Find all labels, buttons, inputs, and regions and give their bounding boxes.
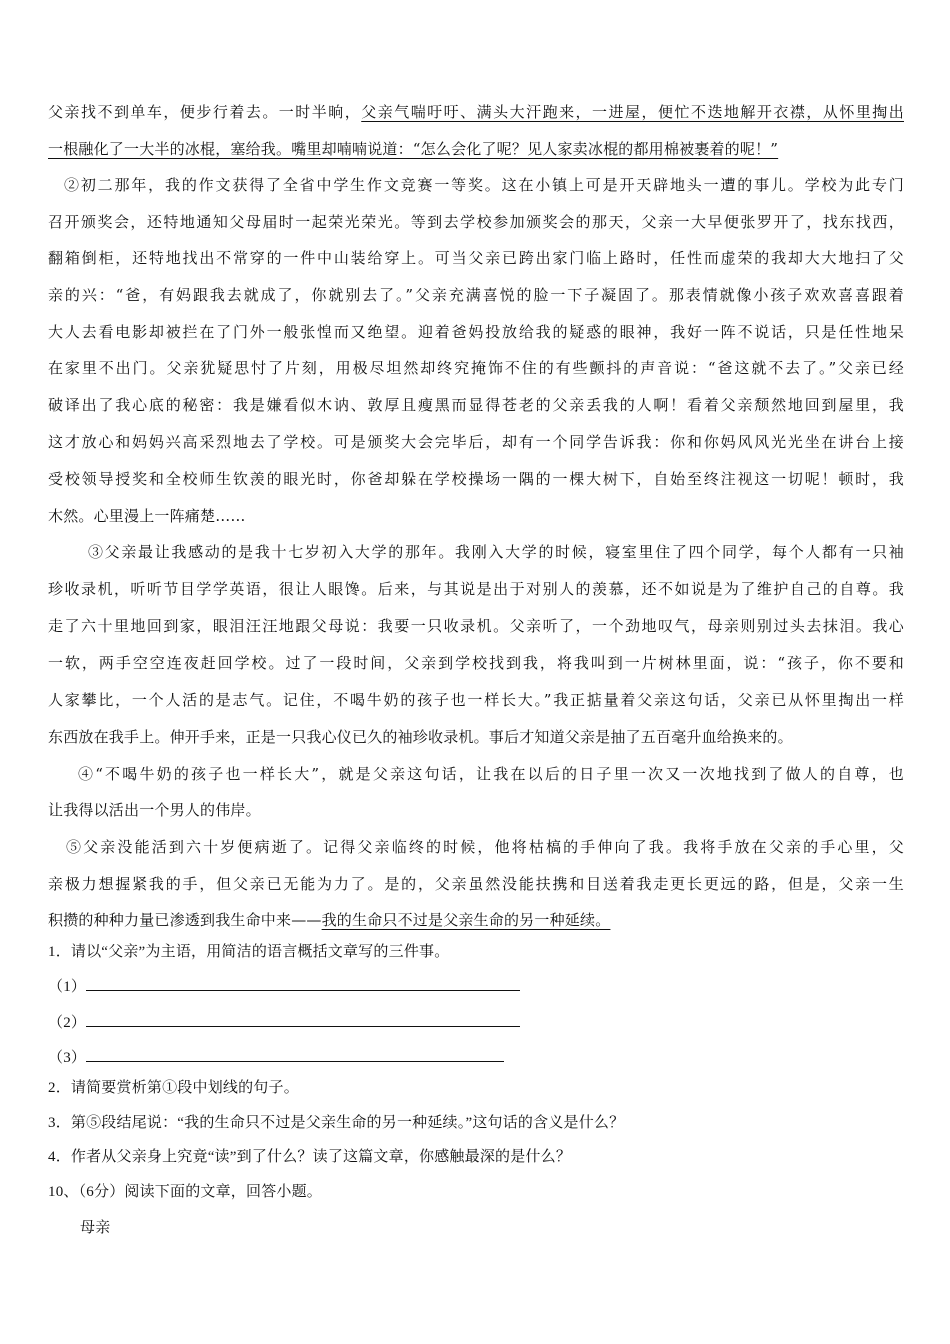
question-3: 3．第⑤段结尾说：“我的生命只不过是父亲生命的另一种延续。”这句话的含义是什么？ [48, 1115, 625, 1131]
question-4: 4．作者从父亲身上究竟“读”到了什么？读了这篇文章，你感触最深的是什么？ [48, 1149, 572, 1165]
para3-line-3: 走了六十里地回到家，眼泪汪汪地跟父母说：我要一只收录机。父亲听了，一个劲地叹气，母亲则别过头去抹泪。我心 [48, 617, 904, 635]
para2-line-9: 受校领导授奖和全校师生钦羡的眼光时，你爸却躲在学校操场一隅的一棵大树下，自始至终注视这一切呢！顿时，我 [48, 470, 904, 488]
para2-line-4: 亲的兴：“爸，有妈跟我去就成了，你就别去了。”父亲充满喜悦的脸一下子凝固了。那表情就像小孩子欢欢喜喜跟着 [48, 286, 904, 304]
para1-line-2 [48, 137, 868, 161]
para2-line-5: 大人去看电影却被拦在了门外一般张惶而又绝望。迎着爸妈投放给我的疑惑的眼神，我好一阵不说话，只是任性地呆 [48, 323, 904, 341]
answer-blank-3[interactable] [86, 1047, 504, 1062]
answer-label-2: （2） [48, 1015, 87, 1031]
para5-line-2: 亲极力想握紧我的手，但父亲已无能为力了。是的，父亲虽然没能扶携和目送着我走更长更远的路，但是，父亲一生 [48, 875, 904, 893]
para2-line-6: 在家里不出门。父亲犹疑思忖了片刻，用极尽坦然却终究掩饰不住的有些颤抖的声音说：“爸这就不去了。”父亲已经 [48, 359, 904, 377]
para5-line-1: ⑤父亲没能活到六十岁便病逝了。记得父亲临终的时候，他将枯槁的手伸向了我。我将手放在父亲的手心里，父 [66, 838, 904, 856]
answer-line-2 [48, 1011, 904, 1035]
answer-blank-1[interactable] [86, 976, 520, 991]
para2-line-8: 这才放心和妈妈兴高采烈地去了学校。可是颁奖大会完毕后，却有一个同学告诉我：你和你妈风风光光坐在讲台上接 [48, 433, 904, 451]
para2-line-10: 木然。心里漫上一阵痛楚…… [48, 507, 246, 525]
answer-line-3 [48, 1046, 904, 1070]
para4-line-2: 让我得以活出一个男人的伟岸。 [48, 801, 261, 819]
question-1: 1．请以“父亲”为主语，用简洁的语言概括文章写的三件事。 [48, 944, 450, 960]
para3-line-1: ③父亲最让我感动的是我十七岁初入大学的那年。我刚入大学的时候，寝室里住了四个同学，每个人都有一只袖 [88, 543, 904, 561]
para5-line-3 [48, 908, 904, 932]
question-2: 2．请简要赏析第①段中划线的句子。 [48, 1080, 299, 1096]
answer-line-1 [48, 975, 904, 999]
answer-label-3: （3） [48, 1050, 87, 1066]
para2-line-7: 破译出了我心底的秘密：我是嫌看似木讷、敦厚且瘦黑而显得苍老的父亲丢我的人啊！看着父亲颓然地回到屋里，我 [48, 396, 904, 414]
para5-underlined-sentence: 我的生命只不过是父亲生命的另一种延续。 [321, 911, 611, 929]
para1-text: 父亲找不到单车，便步行着去。一时半晌， [48, 103, 362, 121]
answer-label-1: （1） [48, 979, 87, 995]
para3-line-5: 人家攀比，一个人活的是志气。记住，不喝牛奶的孩子也一样长大。”我正掂量着父亲这句话，父亲已从怀里掏出一样 [48, 691, 904, 709]
para5-text: 积攒的种种力量已渗透到我生命中来—— [48, 911, 322, 929]
para1-underlined-sentence-cont: 一根融化了一大半的冰棍，塞给我。嘴里却喃喃说道：“怎么会化了呢？见人家卖冰棍的都用棉被裹着的呢！” [48, 140, 779, 158]
para2-line-2: 召开颁奖会，还特地通知父母届时一起荣光荣光。等到去学校参加颁奖会的那天，父亲一大早便张罗开了，找东找西， [48, 213, 904, 231]
para3-line-6: 东西放在我手上。伸开手来，正是一只我心仪已久的袖珍收录机。事后才知道父亲是抽了五百毫升血给换来的。 [48, 728, 793, 746]
answer-blank-2[interactable] [86, 1012, 520, 1027]
next-article-title: 母亲 [80, 1218, 111, 1236]
para3-line-4: 一软，两手空空连夜赶回学校。过了一段时间，父亲到学校找到我，将我叫到一片树林里面，说：“孩子，你不要和 [48, 654, 904, 672]
para3-line-2: 珍收录机，听听节目学学英语，很让人眼馋。后来，与其说是出于对别人的羡慕，还不如说是为了维护自己的自尊。我 [48, 580, 904, 598]
para1-underlined-sentence: 父亲气喘吁吁、满头大汗跑来，一进屋，便忙不迭地解开衣襟，从怀里掏出 [361, 103, 904, 121]
question-10-heading: 10、（6分）阅读下面的文章，回答小题。 [48, 1184, 323, 1200]
para2-line-3: 翻箱倒柜，还特地找出不常穿的一件中山装给穿上。可当父亲已跨出家门临上路时，任性而虚荣的我却大大地扫了父 [48, 249, 904, 267]
para2-line-1: ②初二那年，我的作文获得了全省中学生作文竞赛一等奖。这在小镇上可是开天辟地头一遭的事儿。学校为此专门 [64, 176, 904, 194]
para1-line-1 [48, 100, 904, 124]
para4-line-1: ④“不喝牛奶的孩子也一样长大”，就是父亲这句话，让我在以后的日子里一次又一次地找到了做人的自尊，也 [78, 765, 904, 783]
